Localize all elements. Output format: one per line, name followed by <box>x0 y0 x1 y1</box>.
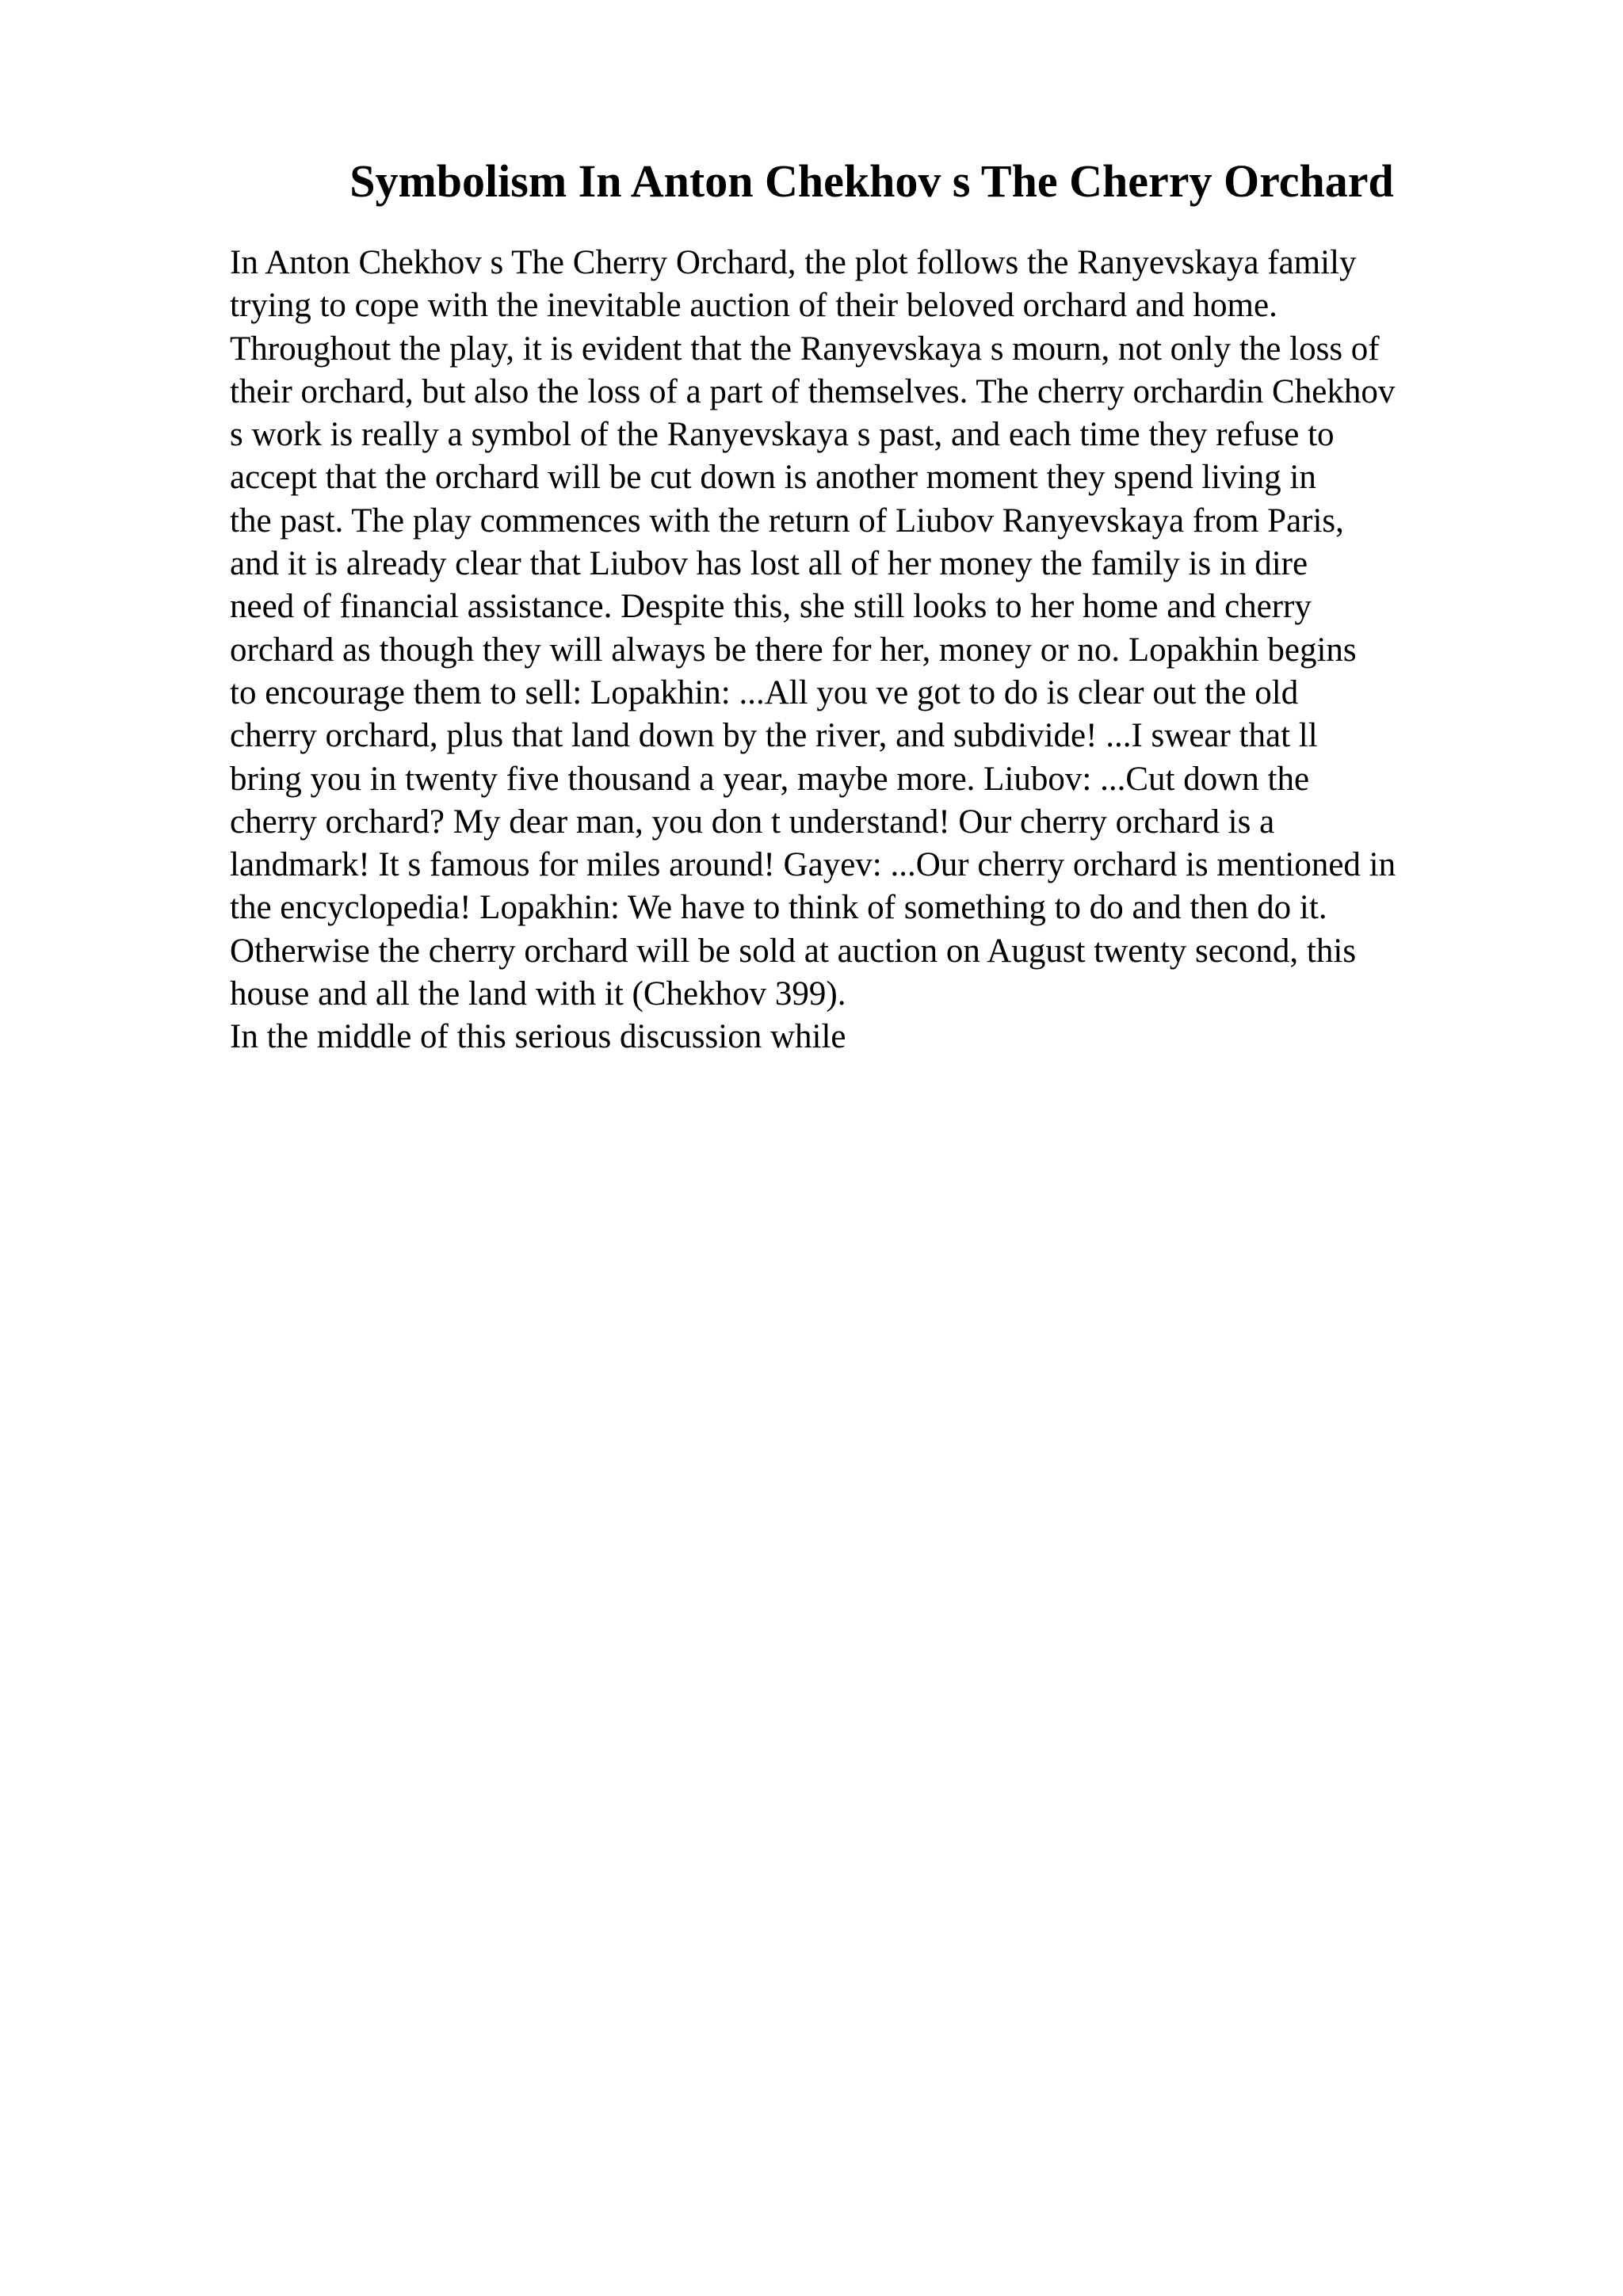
text-line: trying to cope with the inevitable auction of their beloved orchard and home. <box>230 287 1277 325</box>
document-body <box>230 242 1498 1059</box>
text-line: In Anton Chekhov s The Cherry Orchard, the plot follows the Ranyevskaya family <box>230 244 1357 281</box>
text-line: In the middle of this serious discussion while <box>230 1018 846 1056</box>
text-line: Otherwise the cherry orchard will be sold at auction on August twenty second, this <box>230 932 1357 970</box>
text-line: their orchard, but also the loss of a part of themselves. The cherry orchardin Chekhov <box>230 372 1396 410</box>
text-line: the past. The play commences with the return of Liubov Ranyevskaya from Paris, <box>230 502 1344 540</box>
document-title: Symbolism In Anton Chekhov s The Cherry Orchard <box>349 155 1394 207</box>
text-line: bring you in twenty five thousand a year, maybe more. Liubov: ...Cut down the <box>230 760 1310 798</box>
text-line: need of financial assistance. Despite this, she still looks to her home and cherry <box>230 588 1312 626</box>
text-line: and it is already clear that Liubov has lost all of her money the family is in dire <box>230 545 1308 583</box>
text-line: to encourage them to sell: Lopakhin: ...All you ve got to do is clear out the old <box>230 673 1299 711</box>
text-line: accept that the orchard will be cut down is another moment they spend living in <box>230 459 1316 497</box>
text-line: the encyclopedia! Lopakhin: We have to think of something to do and then do it. <box>230 889 1327 927</box>
text-line: cherry orchard, plus that land down by the river, and subdivide! ...I swear that ll <box>230 717 1318 755</box>
text-line: s work is really a symbol of the Ranyevskaya s past, and each time they refuse to <box>230 416 1335 454</box>
text-line: house and all the land with it (Chekhov 399). <box>230 975 846 1013</box>
text-line: Throughout the play, it is evident that the Ranyevskaya s mourn, not only the loss of <box>230 330 1380 368</box>
text-line: orchard as though they will always be there for her, money or no. Lopakhin begins <box>230 631 1357 669</box>
text-line: cherry orchard? My dear man, you don t understand! Our cherry orchard is a <box>230 803 1275 841</box>
text-line: landmark! It s famous for miles around! Gayev: ...Our cherry orchard is mentioned in <box>230 846 1396 884</box>
